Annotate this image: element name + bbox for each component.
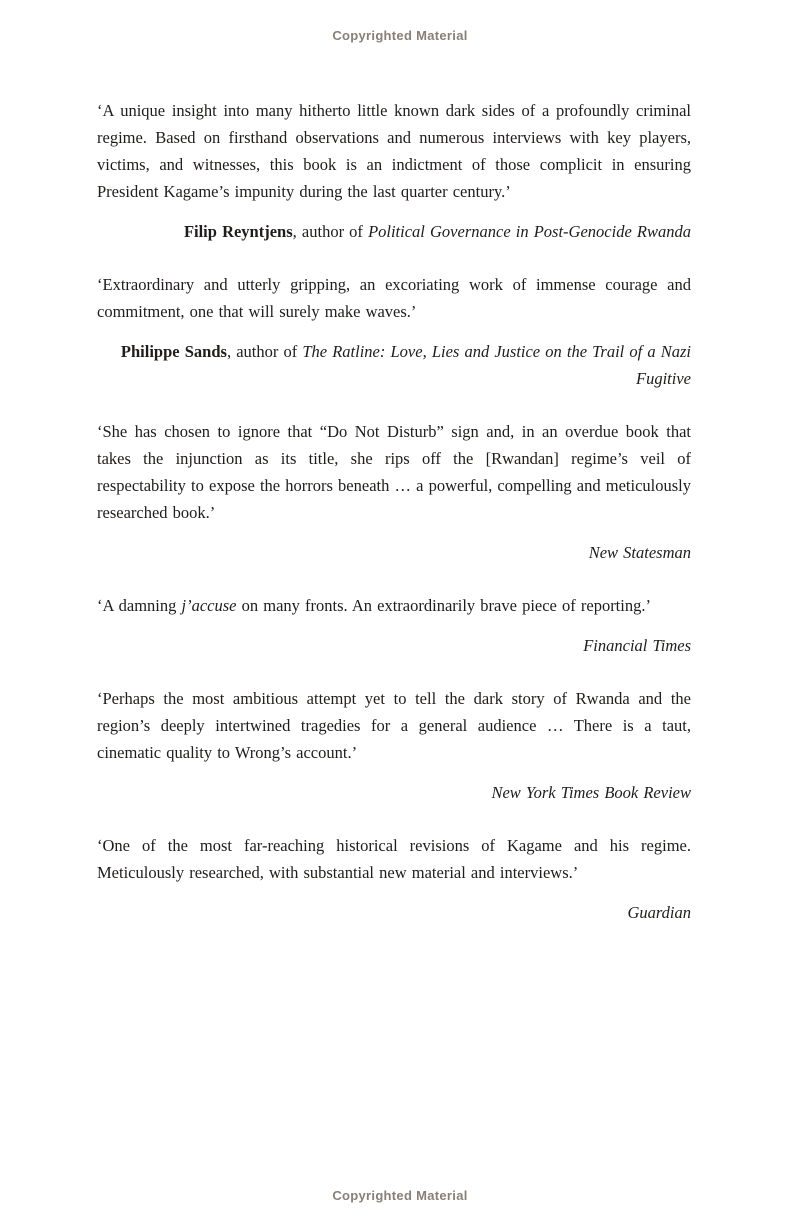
quote-attribution bbox=[97, 632, 691, 659]
reviewer-name: Philippe Sands bbox=[120, 342, 227, 361]
review-quote bbox=[97, 97, 691, 245]
reviews-content bbox=[97, 97, 691, 952]
review-quote bbox=[97, 592, 691, 659]
review-quote bbox=[97, 418, 691, 566]
quote-attribution bbox=[97, 218, 691, 245]
quote-text: ‘Perhaps the most ambitious attempt yet to tell the dark story of Rwanda and the region’s deeply intertwined tragedies for a general audience … There is a taut, cinematic quality to Wrong’s account.’ bbox=[97, 689, 691, 762]
quote-attribution bbox=[97, 779, 691, 806]
quote-segment: ‘A damning bbox=[97, 596, 182, 615]
quote-text: ‘A unique insight into many hitherto little known dark sides of a profoundly criminal regime. Based on firsthand observations and numerous interviews with key players, victims, and witnesses, this book is an indictment of those complicit in ensuring President Kagame’s impunity during the last quarter century.’ bbox=[97, 101, 691, 201]
copyright-notice-bottom: Copyrighted Material bbox=[332, 1188, 468, 1203]
review-quote bbox=[97, 685, 691, 806]
publication-name: Guardian bbox=[627, 903, 691, 922]
reviewed-work-title: The Ratline: Love, Lies and Justice on the Trail of a Nazi Fugitive bbox=[302, 342, 691, 388]
quote-text bbox=[97, 592, 691, 619]
attribution-connector: , author of bbox=[226, 342, 303, 361]
review-quote bbox=[97, 832, 691, 926]
publication-name: Financial Times bbox=[583, 636, 691, 655]
quote-text: ‘Extraordinary and utterly gripping, an excoriating work of immense courage and commitment, one that will surely make waves.’ bbox=[97, 275, 691, 321]
attribution-connector: , author of bbox=[292, 222, 369, 241]
publication-name: New York Times Book Review bbox=[491, 783, 691, 802]
quote-attribution bbox=[97, 338, 691, 392]
reviewed-work-title: Political Governance in Post-Genocide Rwanda bbox=[368, 222, 691, 241]
quote-segment-italic: j’accuse bbox=[181, 596, 237, 615]
quote-text: ‘One of the most far-reaching historical revisions of Kagame and his regime. Meticulously researched, with substantial new material and interviews.’ bbox=[97, 836, 691, 882]
reviewer-name: Filip Reyntjens bbox=[183, 222, 293, 241]
quote-text: ‘She has chosen to ignore that “Do Not Disturb” sign and, in an overdue book that takes the injunction as its title, she rips off the [Rwandan] regime’s veil of respectability to expose the horrors beneath … a powerful, compelling and meticulously researched book.’ bbox=[97, 422, 691, 522]
quote-attribution bbox=[97, 539, 691, 566]
review-quote bbox=[97, 271, 691, 392]
quote-attribution bbox=[97, 899, 691, 926]
quote-segment: on many fronts. An extraordinarily brave piece of reporting.’ bbox=[236, 596, 651, 615]
publication-name: New Statesman bbox=[588, 543, 691, 562]
copyright-notice-top: Copyrighted Material bbox=[332, 28, 468, 43]
